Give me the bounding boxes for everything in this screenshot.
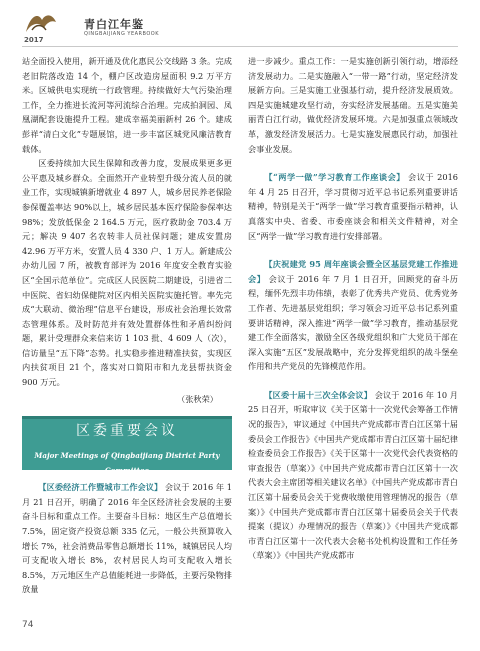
entry-title: 【“两学一做”学习教育工作座谈会】 [264, 172, 405, 183]
paragraph: 区委持续加大民生保障和改善力度，发展成果更多更公平惠及城乡群众。全面然开产业转型升级分流人员的就业工作，实现城镇新增就业 4 897 人，城乡居民养老保险参保覆盖率达 90%以上，城乡居民基本医疗保险参保率达 98%；发放低保金 2 164.5 万元，医疗救助金 703.4 万元；解决 9 407 名农转非人员社保问题；建成安置房 42.96 万平方米，安置人员 4 330 户、1 万人。新建成公办幼儿园 7 所，被教育部评为 2016 年度安全教育实验区“全国示范单位”。完成区人民医院二期建设，引进省二中医院、省妇幼保健院对区内相关医院实施托管。率先完成“大联动、微治理”信息平台建设，形成社会治理长效常态管理体系。及时防范并有效处置群体性和矛盾纠纷问题，累计受理群众来信来访 1 103 批、4 609 人（次），信访量呈“五下降”态势。扎实稳步推进精准扶贫，实现区内扶贫项目 21 个，落实对口简阳市和九龙县帮扶资金 900 万元。 [22, 158, 232, 388]
page-number: 74 [22, 620, 34, 630]
banner-title: 区委重要会议 [76, 423, 178, 440]
entry-economic-work-meeting [22, 480, 232, 597]
banner-stripe [22, 416, 232, 419]
yearbook-logo-icon [22, 10, 60, 44]
entry-body: 会议于 2016 年 1 月 21 日召开，明确了 2016 年全区经济社会发展的主要奋斗目标和重点工作。主要奋斗目标：地区生产总值增长 7.5%，固定资产投资总额 335 亿元，一般公共预算收入增长 7%，社会消费品零售总额增长 11%，城镇居民人均可支配收入增长 8%，农村居民人均可支配收入增长 8.5%，万元地区生产总值能耗进一步降低，主要污染物排放量 [22, 482, 232, 595]
right-column [248, 54, 458, 563]
entry-title: 【区委十届十三次全体会议】 [264, 389, 372, 400]
entry-study-education-meeting [248, 170, 458, 243]
yearbook-title: 青白江年鉴 [84, 18, 144, 31]
entry-title: 【区委经济工作暨城市工作会议】 [38, 482, 163, 493]
yearbook-subtitle: QINGBAIJIANG YEARBOOK [84, 31, 160, 37]
paragraph: 进一步减少。重点工作：一是实施创新引领行动，增添经济发展动力。二是实施融入“一带一路”行动，坚定经济发展新方向。三是实施工业强基行动，提升经济发展质效。四是实施城建攻坚行动，夯实经济发展基础。五是实施美丽青白江行动，做优经济发展环境。六是加强重点领域改革，激发经济发展活力。七是实施发展惠民行动，加强社会事业发展。 [248, 56, 458, 154]
entry-body: 会议于 2016 年 10 月 25 日召开，听取审议《关于区第十一次党代会筹备工作情况的报告》，审议通过《中国共产党成都市青白江区第十届委员会工作报告》《中国共产党成都市青白江区第十届纪律检查委员会工作报告》《关于区第十一次党代会代表资格的审查报告（草案）》《中国共产党成都市青白江区第十一次代表大会主席团等相关建议名单》《中国共产党成都市青白江区第十届委员会关于党费收缴使用管理情况的报告（草案）》《中国共产党成都市青白江区第十届委员会关于代表提案（提议）办理情况的报告（草案）》《中国共产党成都市青白江区第十一次代表大会秘书处机构设置和工作任务（草案）》《中国共产党成都市 [248, 389, 458, 561]
paragraph: 站全面投入使用，新开通及优化惠民公交线路 3 条。完成老旧院落改造 14 个，棚户区改造房屋面积 9.2 万平方米。区城供电实现统一行政管理。持续做好大气污染治理工作，全力推进长流河等河流综合治理。完成拍洞园、凤凰湖配套设施提升工程。建成幸福美丽新村 26 个。建成彭祥“清白文化”专题展馆，进一步丰富区城党风廉洁教育载体。 [22, 56, 232, 154]
entry-title: 【庆祝建党 95 周年座谈会暨全区基层党建工作推进会】 [248, 259, 458, 284]
banner-subtitle: Major Meetings of Qingbaijiang District Party Committee [34, 451, 220, 475]
entry-body: 会议于 2016 年 4 月 25 日召开，学习贯彻习近平总书记系列重要讲话精神，特别是关于“两学一做”学习教育重要指示精神，认真落实中央、省委、市委座谈会和相关文件精神，对全区“两学一做”学习教育进行安排部署。 [248, 172, 458, 241]
section-banner [22, 416, 232, 475]
entry-party-anniversary-meeting [248, 257, 458, 374]
page-header [22, 10, 458, 47]
entry-body: 会议于 2016 年 7 月 1 日召开，回顾党的奋斗历程，缅怀先烈丰功伟绩，表彰了优秀共产党员、优秀党务工作者、先进基层党组织；学习领会习近平总书记系列重要讲话精神，深入推进“两学一做”学习教育，推动基层党建工作全面落实，激励全区各级党组织和广大党员干部在深入实施“五区”发展战略中，充分发挥党组织的战斗堡垒作用和共产党员的先锋模范作用。 [248, 273, 458, 372]
yearbook-year: 2017 [24, 36, 44, 44]
entry-plenary-session [248, 388, 458, 563]
author-signature: （张秋荣） [177, 393, 218, 404]
left-column [22, 54, 232, 597]
